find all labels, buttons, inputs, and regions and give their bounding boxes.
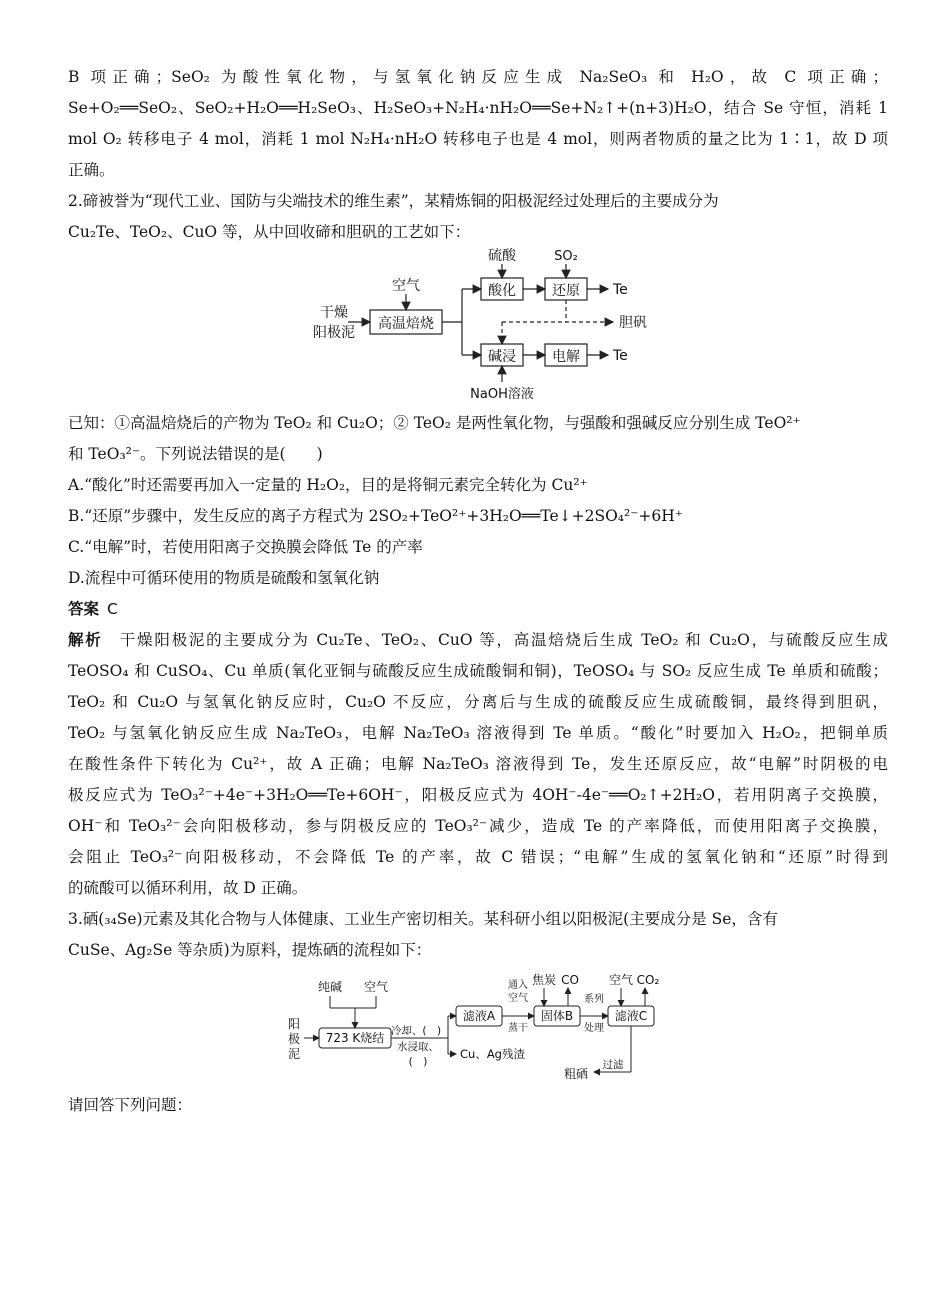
step-label-1: 冷却、( ) <box>390 1025 442 1037</box>
question-2-line: Cu₂Te、TeO₂、CuO 等，从中回收碲和胆矾的工艺如下： <box>68 223 471 241</box>
input-char-1: 阳 <box>287 1017 301 1031</box>
acidify-label: 酸化 <box>488 283 516 299</box>
question-2-line: 2.碲被誉为“现代工业、国防与尖端技术的维生素”，某精炼铜的阳极泥经过处理后的主要成分为 <box>68 192 719 210</box>
input-label-2: 阳极泥 <box>313 325 355 341</box>
pass-air-label-1: 通入 <box>508 980 528 991</box>
question-3-line: 3.硒(₃₄Se)元素及其化合物与人体健康、工业生产密切相关。某科研小组以阳极泥(主要成分是 Se，含有 <box>68 910 778 928</box>
explanation-line: OH⁻和 TeO₃²⁻会向阳极移动，参与阴极反应的 TeO₃²⁻减少，造成 Te 的产率降低，而使用阳离子交换膜， <box>68 817 888 835</box>
text-line: mol O₂ 转移电子 4 mol，消耗 1 mol N₂H₄·nH₂O 转移电子也是 4 mol，则两者物质的量之比为 1∶1，故 D 项 <box>68 130 888 148</box>
known-line: 已知：①高温焙烧后的产物为 TeO₂ 和 Cu₂O；② TeO₂ 是两性氧化物，与强酸和强碱反应分别生成 TeO²⁺ <box>68 414 801 432</box>
solid-b-label: 固体B <box>540 1009 574 1023</box>
input-char-2: 极 <box>287 1032 301 1046</box>
step-label-3: ( ) <box>408 1056 428 1068</box>
explanation-line: 极反应式为 TeO₃²⁻+4e⁻+3H₂O══Te+6OH⁻，阳极反应式为 4OH⁻-4e⁻══O₂↑+2H₂O，若用阴离子交换膜， <box>68 786 888 804</box>
option-b: B.“还原”步骤中，发生反应的离子方程式为 2SO₂+TeO²⁺+3H₂O══Te↓+2SO₄²⁻+6H⁺ <box>68 507 683 525</box>
question-3-line: CuSe、Ag₂Se 等杂质)为原料，提炼硒的流程如下： <box>68 941 432 959</box>
co2-label: CO₂ <box>636 973 660 987</box>
explanation-line <box>68 625 888 656</box>
explanation-line: TeO₂ 和 Cu₂O 与氢氧化钠反应时，Cu₂O 不反应，分离后与生成的硫酸反应生成硫酸铜，最终得到胆矾， <box>68 693 888 711</box>
explanation-text: 干燥阳极泥的主要成分为 Cu₂Te、TeO₂、CuO 等，高温焙烧后生成 TeO₂ 和 Cu₂O，与硫酸反应生成 <box>119 631 888 649</box>
document-page <box>68 62 888 1121</box>
so2-label: SO₂ <box>554 249 578 264</box>
flowchart-svg-2 <box>68 972 888 1084</box>
text-line: B 项正确；SeO₂ 为酸性氧化物，与氢氧化钠反应生成 Na₂SeO₃ 和 H₂O，故 C 项正确； <box>68 68 888 86</box>
explanation-line: 会阻止 TeO₃²⁻向阳极移动，不会降低 Te 的产率，故 C 错误；“电解”生成的氢氧化钠和“还原”时得到 <box>68 848 888 866</box>
step-label-2: 水浸取、 <box>397 1041 439 1053</box>
air-label-2: 空气 <box>608 973 634 987</box>
te-bottom-label: Te <box>613 348 628 364</box>
explanation-line: 的硫酸可以循环利用，故 D 正确。 <box>68 879 308 897</box>
tellurium-flowchart <box>68 248 888 408</box>
crude-se-label: 粗硒 <box>563 1067 589 1081</box>
te-top-label: Te <box>613 282 628 298</box>
input-char-3: 泥 <box>287 1047 301 1061</box>
question-prompt: 请回答下列问题： <box>68 1096 193 1114</box>
air-label-1: 空气 <box>363 980 389 994</box>
evap-label: 蒸干 <box>508 1023 528 1034</box>
option-d: D.流程中可循环使用的物质是硫酸和氢氧化钠 <box>68 569 380 587</box>
text-line: Se+O₂══SeO₂、SeO₂+H₂O══H₂SeO₃、H₂SeO₃+N₂H₄·nH₂O══Se+N₂↑+(n+3)H₂O，结合 Se 守恒，消耗 1 <box>68 99 888 117</box>
sinter-label: 723 K烧结 <box>325 1031 385 1045</box>
residue-label: Cu、Ag残渣 <box>460 1047 525 1061</box>
coke-label: 焦炭 <box>531 973 557 987</box>
input-label-1: 干燥 <box>320 305 348 321</box>
explanation-line: 在酸性条件下转化为 Cu²⁺，故 A 正确；电解 Na₂TeO₃ 溶液得到 Te，发生还原反应，故“电解”时阴极的电 <box>68 755 888 773</box>
series-label-1: 系列 <box>584 994 604 1005</box>
roast-label: 高温焙烧 <box>378 316 434 332</box>
option-c: C.“电解”时，若使用阳离子交换膜会降低 Te 的产率 <box>68 538 423 556</box>
pass-air-label-2: 空气 <box>508 993 528 1004</box>
selenium-flowchart <box>68 972 888 1084</box>
option-a: A.“酸化”时还需要再加入一定量的 H₂O₂，目的是将铜元素完全转化为 Cu²⁺ <box>68 476 588 494</box>
electrolysis-label: 电解 <box>552 349 580 365</box>
answer-line <box>68 594 888 625</box>
explanation-line: TeO₂ 与氢氧化钠反应生成 Na₂TeO₃，电解 Na₂TeO₃ 溶液得到 Te 单质。“酸化”时要加入 H₂O₂，把铜单质 <box>68 724 888 742</box>
air-label: 空气 <box>392 278 420 294</box>
filtrate-a-label: 滤液A <box>462 1009 496 1023</box>
soda-label: 纯碱 <box>317 980 343 994</box>
filter-label: 过滤 <box>602 1059 624 1071</box>
known-line: 和 TeO₃²⁻。下列说法错误的是( ) <box>68 445 323 463</box>
explanation-label: 解析 <box>68 631 103 649</box>
reduce-label: 还原 <box>552 283 580 299</box>
answer-value: C <box>107 600 118 618</box>
acid-reagent-label: 硫酸 <box>488 248 516 264</box>
answer-label: 答案 <box>68 600 100 618</box>
filtrate-c-label: 滤液C <box>614 1009 648 1023</box>
naoh-label: NaOH溶液 <box>470 387 534 402</box>
vitriol-label: 胆矾 <box>619 315 647 331</box>
text-line: 正确。 <box>68 161 115 179</box>
explanation-line: TeOSO₄ 和 CuSO₄、Cu 单质(氧化亚铜与硫酸反应生成硫酸铜和铜)，TeOSO₄ 与 SO₂ 反应生成 Te 单质和硫酸； <box>68 662 888 680</box>
flowchart-svg <box>68 248 888 408</box>
series-label-2: 处理 <box>584 1023 604 1034</box>
alkali-leach-label: 碱浸 <box>488 349 516 365</box>
co-label: CO <box>561 973 579 987</box>
